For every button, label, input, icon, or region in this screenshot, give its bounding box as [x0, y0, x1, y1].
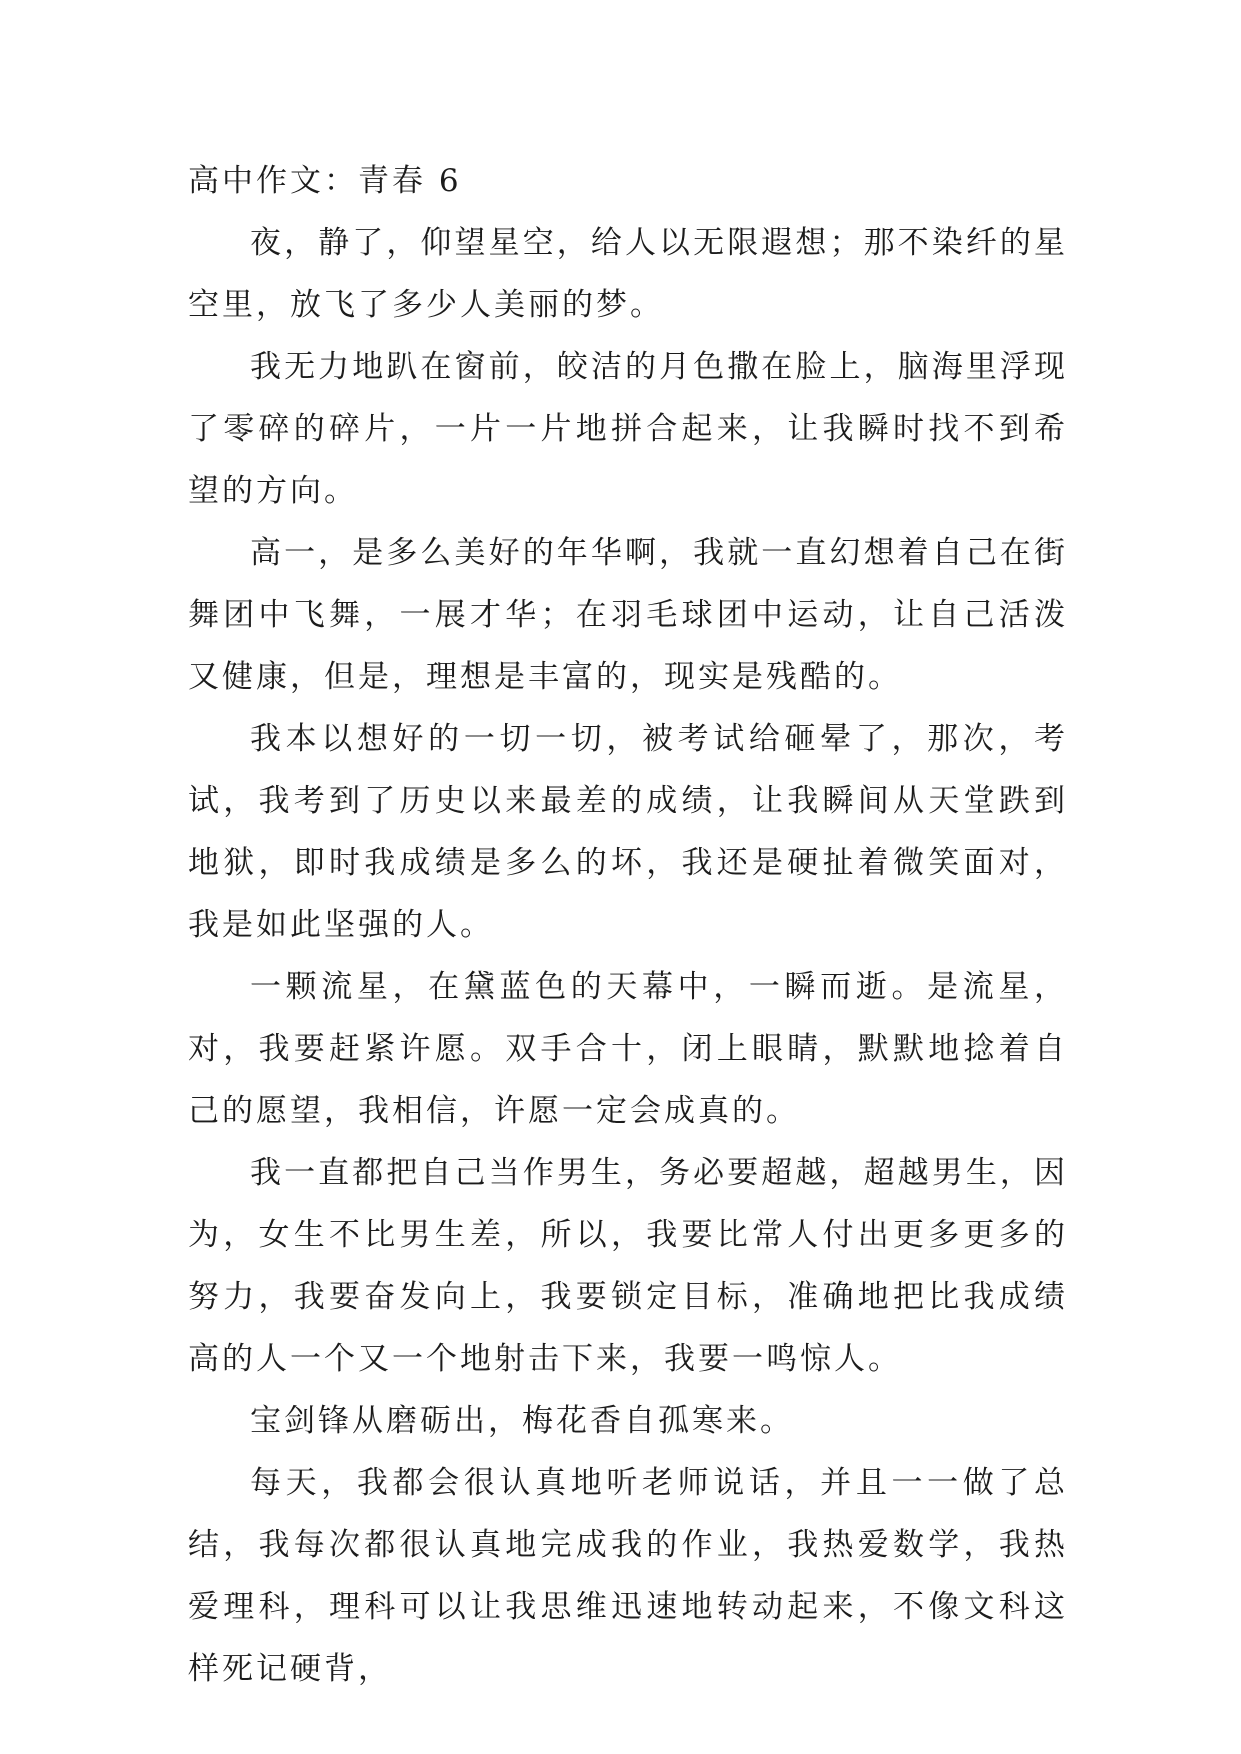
paragraph-3: 高一，是多么美好的年华啊，我就一直幻想着自己在街舞团中飞舞，一展才华；在羽毛球团中运动，让自己活泼又健康，但是，理想是丰富的，现实是残酷的。 — [188, 535, 1068, 695]
essay-body — [188, 150, 1068, 1700]
paragraph-1: 夜，静了，仰望星空，给人以无限遐想；那不染纤的星空里，放飞了多少人美丽的梦。 — [188, 225, 1068, 323]
paragraph-4: 我本以想好的一切一切，被考试给砸晕了，那次，考试，我考到了历史以来最差的成绩，让我瞬间从天堂跌到地狱，即时我成绩是多么的坏，我还是硬扯着微笑面对，我是如此坚强的人。 — [188, 721, 1068, 943]
paragraph-8: 每天，我都会很认真地听老师说话，并且一一做了总结，我每次都很认真地完成我的作业，我热爱数学，我热爱理科，理科可以让我思维迅速地转动起来，不像文科这样死记硬背， — [188, 1465, 1068, 1687]
paragraph-2: 我无力地趴在窗前，皎洁的月色撒在脸上，脑海里浮现了零碎的碎片，一片一片地拼合起来，让我瞬时找不到希望的方向。 — [188, 349, 1068, 509]
paragraph-5: 一颗流星，在黛蓝色的天幕中，一瞬而逝。是流星，对，我要赶紧许愿。双手合十，闭上眼睛，默默地捻着自己的愿望，我相信，许愿一定会成真的。 — [188, 969, 1068, 1129]
paragraph-7: 宝剑锋从磨砺出，梅花香自孤寒来。 — [250, 1403, 794, 1439]
essay-title: 高中作文：青春 6 — [188, 163, 462, 199]
paragraph-6: 我一直都把自己当作男生，务必要超越，超越男生，因为，女生不比男生差，所以，我要比常人付出更多更多的努力，我要奋发向上，我要锁定目标，准确地把比我成绩高的人一个又一个地射击下来，我要一鸣惊人。 — [188, 1155, 1068, 1377]
